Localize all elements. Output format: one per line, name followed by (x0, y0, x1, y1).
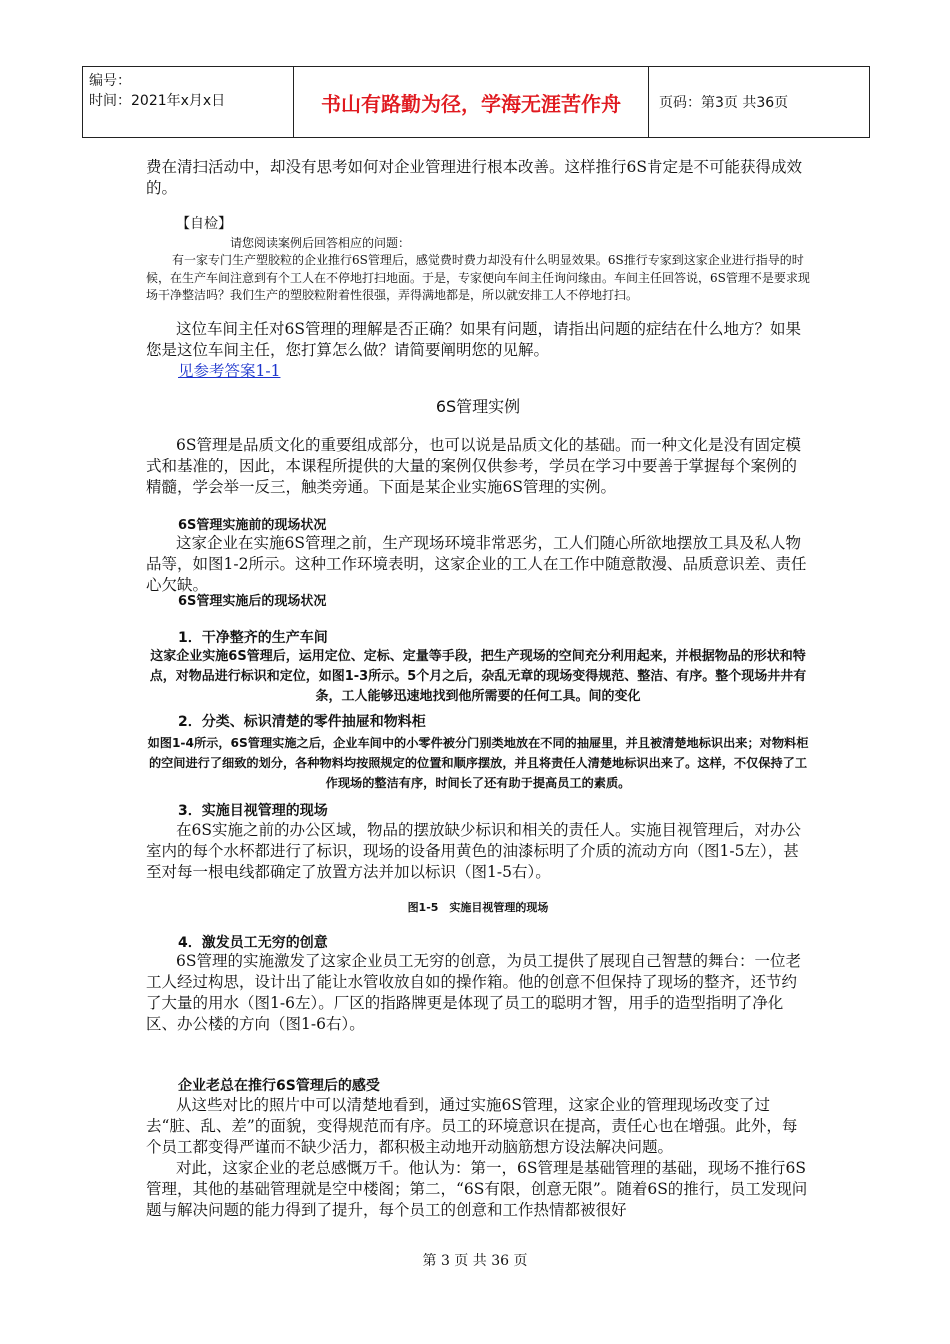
header-meta-cell (83, 67, 294, 137)
answer-link[interactable]: 见参考答案1-1 (178, 362, 281, 380)
page-label: 页码：第3页 共36页 (659, 95, 789, 111)
item4-text: 6S管理的实施激发了这家企业员工无穷的创意，为员工提供了展现自己智慧的舞台：一位老工人经过构思，设计出了能让水管收放自如的操作箱。他的创意不但保持了现场的整齐，还节约了大量的用水（图1-6左）。厂区的指路牌更是体现了员工的聪明才智，用手的造型指明了净化区、办公楼的方向（图1-6右）。 (146, 952, 801, 1033)
before-title: 6S管理实施前的现场状况 (178, 518, 327, 533)
section-intro: 6S管理是品质文化的重要组成部分，也可以说是品质文化的基础。而一种文化是没有固定模式和基准的，因此，本课程所提供的大量的案例仅供参考，学员在学习中要善于掌握每个案例的精髓，学会举一反三，触类旁通。下面是某企业实施6S管理的实例。 (146, 436, 801, 496)
self-check-title: 【自检】 (176, 216, 232, 232)
section-title: 6S管理实例 (435, 397, 521, 416)
item1-text: 这家企业实施6S管理后，运用定位、定标、定量等手段，把生产现场的空间充分利用起来，并根据物品的形状和特点，对物品进行标识和定位，如图1-3所示。5个月之后，杂乱无章的现场变得规范、整洁、有序。整个现场井井有条，工人能够迅速地找到他所需要的任何工具。间的变化 (149, 649, 807, 704)
page-footer: 第 3 页 共 36 页 (422, 1253, 528, 1269)
boss-title: 企业老总在推行6S管理后的感受 (178, 1078, 380, 1094)
item3-title: 3．实施目视管理的现场 (178, 803, 328, 819)
item3-text: 在6S实施之前的办公区域，物品的摆放缺少标识和相关的责任人。实施目视管理后，对办公室内的每个水杯都进行了标识，现场的设备用黄色的油漆标明了介质的流动方向（图1-5左），甚至对每一根电线都确定了放置方法并加以标识（图1-5右）。 (146, 821, 801, 881)
after-title: 6S管理实施后的现场状况 (178, 594, 327, 609)
item4-title: 4．激发员工无穷的创意 (178, 935, 328, 951)
case-text: 有一家专门生产塑胶粒的企业推行6S管理后，感觉费时费力却没有什么明显效果。6S推行专家到这家企业进行指导的时候，在生产车间注意到有个工人在不停地打扫地面。于是，专家便向车间主任询问缘由。车间主任回答说，6S管理不是要求现场干净整洁吗？我们生产的塑胶粒附着性很强，弄得满地都是，所以就安排工人不停地打扫。 (146, 253, 810, 302)
intro-paragraph: 费在清扫活动中，却没有思考如何对企业管理进行根本改善。这样推行6S肯定是不可能获得成效的。 (146, 158, 802, 197)
boss-text-2: 对此，这家企业的老总感慨万千。他认为：第一，6S管理是基础管理的基础，现场不推行6S管理，其他的基础管理就是空中楼阁；第二，“6S有限，创意无限”。随着6S的推行，员工发现问题与解决问题的能力得到了提升，每个员工的创意和工作热情都被很好 (146, 1159, 808, 1219)
item1-title: 1．干净整齐的生产车间 (178, 630, 328, 646)
before-text: 这家企业在实施6S管理之前，生产现场环境非常恶劣，工人们随心所欲地摆放工具及私人物品等，如图1-2所示。这种工作环境表明，这家企业的工人在工作中随意散漫、品质意识差、责任心欠缺。 (146, 534, 807, 594)
self-check-prompt: 请您阅读案例后回答相应的问题： (230, 236, 411, 250)
number-label: 编号： (89, 73, 131, 89)
motto: 书山有路勤为径，学海无涯苦作舟 (294, 67, 649, 137)
item2-title: 2．分类、标识清楚的零件抽屉和物料柜 (178, 714, 426, 730)
question-text: 这位车间主任对6S管理的理解是否正确？如果有问题，请指出问题的症结在什么地方？如果您是这位车间主任，您打算怎么做？请简要阐明您的见解。 (146, 320, 801, 359)
page-header-table (82, 66, 870, 138)
item2-text: 如图1-4所示，6S管理实施之后，企业车间中的小零件被分门别类地放在不同的抽屉里，并且被清楚地标识出来；对物料柜的空间进行了细致的划分，各种物料均按照规定的位置和顺序摆放，并且将责任人清楚地标识出来了。这样，不仅保持了工作现场的整洁有序，时间长了还有助于提高员工的素质。 (147, 736, 809, 790)
figure-caption: 图1-5 实施目视管理的现场 (407, 901, 549, 914)
time-label: 时间：2021年x月x日 (89, 93, 226, 109)
boss-text-1: 从这些对比的照片中可以清楚地看到，通过实施6S管理，这家企业的管理现场改变了过去“脏、乱、差”的面貌，变得规范而有序。员工的环境意识在提高，责任心也在增强。此外，每个员工都变得严谨而不缺少活力，都积极主动地开动脑筋想方设法解决问题。 (146, 1096, 798, 1156)
